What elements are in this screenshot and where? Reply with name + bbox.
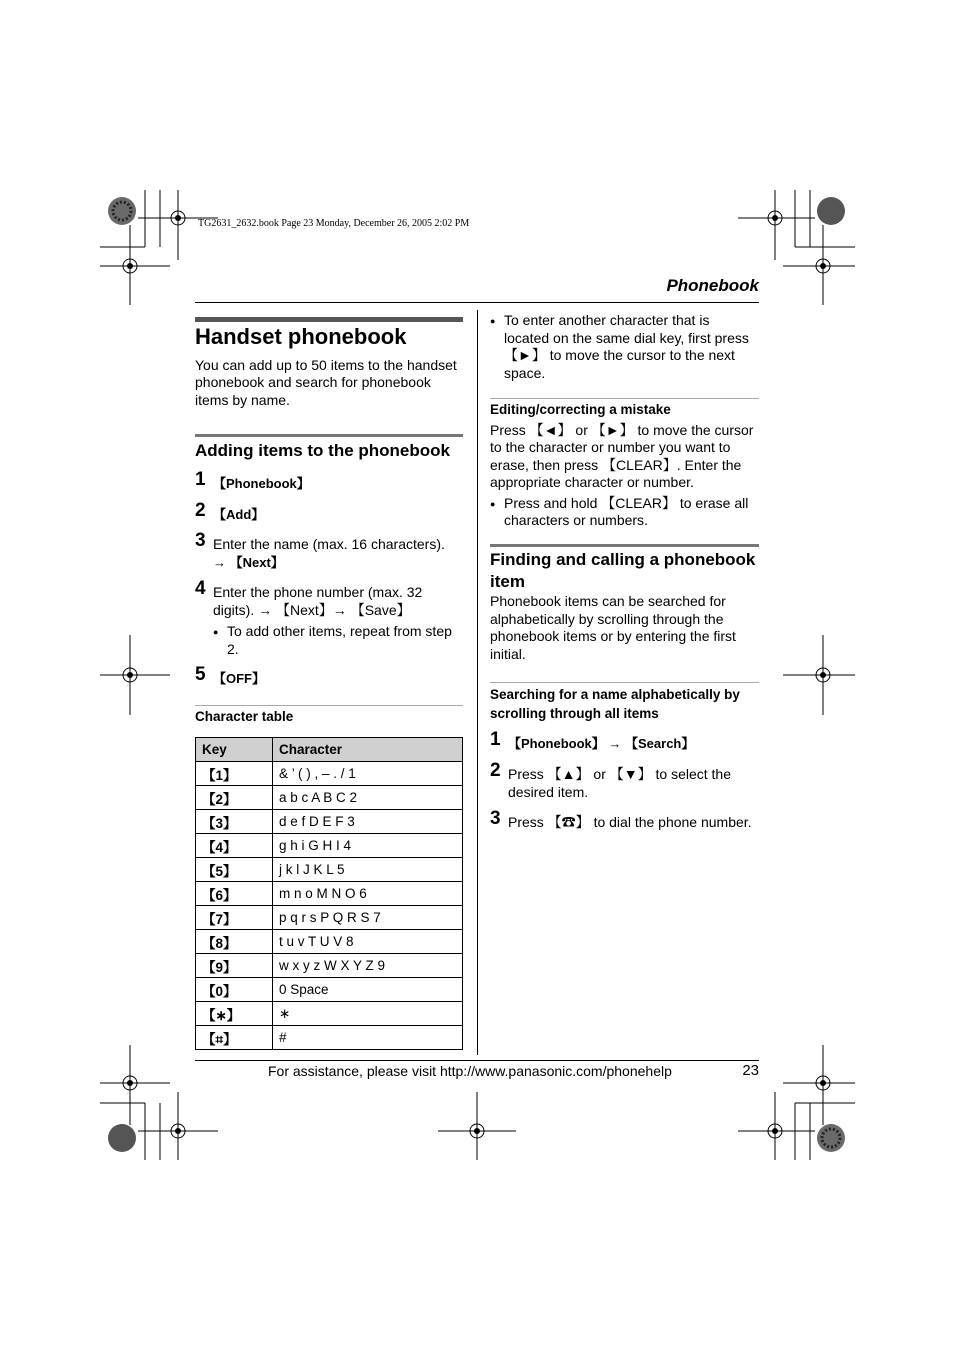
editing-text: Press 【◄】 or 【►】 to move the cursor to the character or number you want to erase, then press 【CLEAR】. Enter the appropriate character or number. xyxy=(490,421,754,490)
table-row: 【3】 d e f D E F 3 xyxy=(196,810,463,834)
intro-text: You can add up to 50 items to the handset phonebook and search for phonebook items by name. xyxy=(195,356,457,408)
table-row: 【6】 m n o M N O 6 xyxy=(196,882,463,906)
editing-rule xyxy=(490,398,759,399)
table-row: 【1】 & ’ ( ) , – . / 1 xyxy=(196,762,463,786)
finding-text: Phonebook items can be searched for alphabetically by scrolling through the phonebook items or by entering the first initial. xyxy=(490,593,736,662)
adding-step-3: 3 Enter the name (max. 16 characters). → 【Next】 xyxy=(195,530,445,570)
adding-heading: Adding items to the phonebook xyxy=(195,441,450,460)
title-rule xyxy=(195,317,463,322)
table-row: 【⌗】 # xyxy=(196,1026,463,1050)
section-heading: Phonebook xyxy=(666,276,759,295)
search-heading: Searching for a name alphabetically by scrolling through all items xyxy=(490,687,740,721)
file-info: TG2631_2632.book Page 23 Monday, December 26, 2005 2:02 PM xyxy=(198,218,470,229)
search-rule xyxy=(490,682,759,683)
footer-rule xyxy=(195,1060,759,1061)
search-step-2: 2 Press 【▲】 or 【▼】 to select the desired item. xyxy=(490,760,731,800)
right-bullet-1: ● To enter another character that is located on the same dial key, first press 【►】 to move the cursor to the next space. xyxy=(490,312,758,382)
table-row: 【9】 w x y z W X Y Z 9 xyxy=(196,954,463,978)
finding-rule xyxy=(490,544,759,547)
editing-heading: Editing/correcting a mistake xyxy=(490,402,671,417)
table-row: 【8】 t u v T U V 8 xyxy=(196,930,463,954)
table-rule xyxy=(195,705,463,706)
header-rule xyxy=(195,302,759,303)
adding-step-1: 1 【Phonebook】 xyxy=(195,469,310,491)
search-step-3: 3 Press 【☎】 to dial the phone number. xyxy=(490,808,752,830)
search-step-1: 1 【Phonebook】 → 【Search】 xyxy=(490,729,695,751)
page-number: 23 xyxy=(742,1062,759,1079)
table-row: 【0】 0 Space xyxy=(196,978,463,1002)
adding-step-2: 2 【Add】 xyxy=(195,500,265,522)
adding-step-4: 4 Enter the phone number (max. 32 digits). → 【Next】→ 【Save】 ● To add other items, repeat from step 2. xyxy=(195,584,465,670)
adding-rule xyxy=(195,434,463,437)
header-key: Key xyxy=(196,738,273,762)
table-row: 【7】 p q r s P Q R S 7 xyxy=(196,906,463,930)
editing-bullet: ● Press and hold 【CLEAR】 to erase all characters or numbers. xyxy=(490,495,758,530)
adding-step-5: 5 【OFF】 xyxy=(195,664,265,686)
table-row: 【5】 j k l J K L 5 xyxy=(196,858,463,882)
column-divider xyxy=(477,310,478,1055)
char-table-caption: Character table xyxy=(195,709,294,724)
table-row: 【4】 g h i G H I 4 xyxy=(196,834,463,858)
table-row: 【2】 a b c A B C 2 xyxy=(196,786,463,810)
table-row: 【∗】 ∗ xyxy=(196,1002,463,1026)
assistance-text: For assistance, please visit http://www.panasonic.com/phonehelp xyxy=(268,1063,672,1079)
character-table xyxy=(195,737,463,1050)
header-character: Character xyxy=(273,738,463,762)
page-title: Handset phonebook xyxy=(195,324,407,349)
finding-heading: Finding and calling a phonebook item xyxy=(490,550,756,591)
